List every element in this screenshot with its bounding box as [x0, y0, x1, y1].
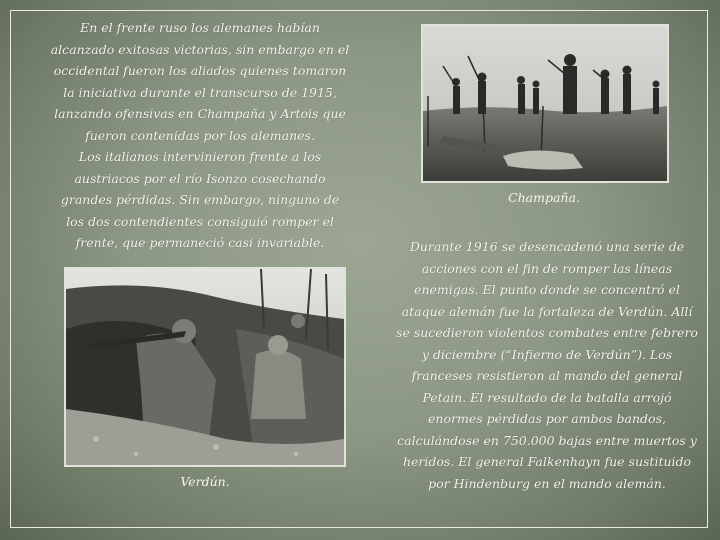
- champagne-photo-image: [423, 26, 667, 181]
- champagne-caption: Champaña.: [508, 190, 580, 205]
- intro-text-block: [50, 17, 350, 254]
- paragraph-1916: Durante 1916 se desencadenó una serie de acciones con el fin de romper las líneas enemigas. El punto donde se concentró el ataque alemán fue la fortaleza de Verdún. Allí se sucedieron violentos combates entre febrero y diciembre (“Infierno de Verdún”). Los franceses resistieron al mando del general Petain. El resultado de la batalla arrojó enormes pérdidas por ambos bandos, calculándose en 750.000 bajas entre muertos y heridos. El general Falkenhayn fue sustituido por Hindenburg en el mando alemán.: [396, 239, 698, 491]
- verdun-photo: [64, 267, 346, 467]
- verdun-text-block: [394, 236, 700, 494]
- paragraph-italy: Los italianos intervinieron frente a los austriacos por el río Isonzo cosechando grandes pérdidas. Sin embargo, ninguno de los dos contendientes consiguió romper el frente, que permaneció casi invariable.: [60, 149, 340, 250]
- verdun-caption: Verdún.: [180, 474, 230, 489]
- champagne-photo: [421, 24, 669, 183]
- verdun-photo-image: [66, 269, 344, 465]
- paragraph-1915: En el frente ruso los alemanes habían alcanzado exitosas victorias, sin embargo en el occidental fueron los aliados quienes tomaron la iniciativa durante el transcurso de 1915, lanzando ofensivas en Champaña y Artois que fueron contenidas por los alemanes.: [50, 20, 350, 143]
